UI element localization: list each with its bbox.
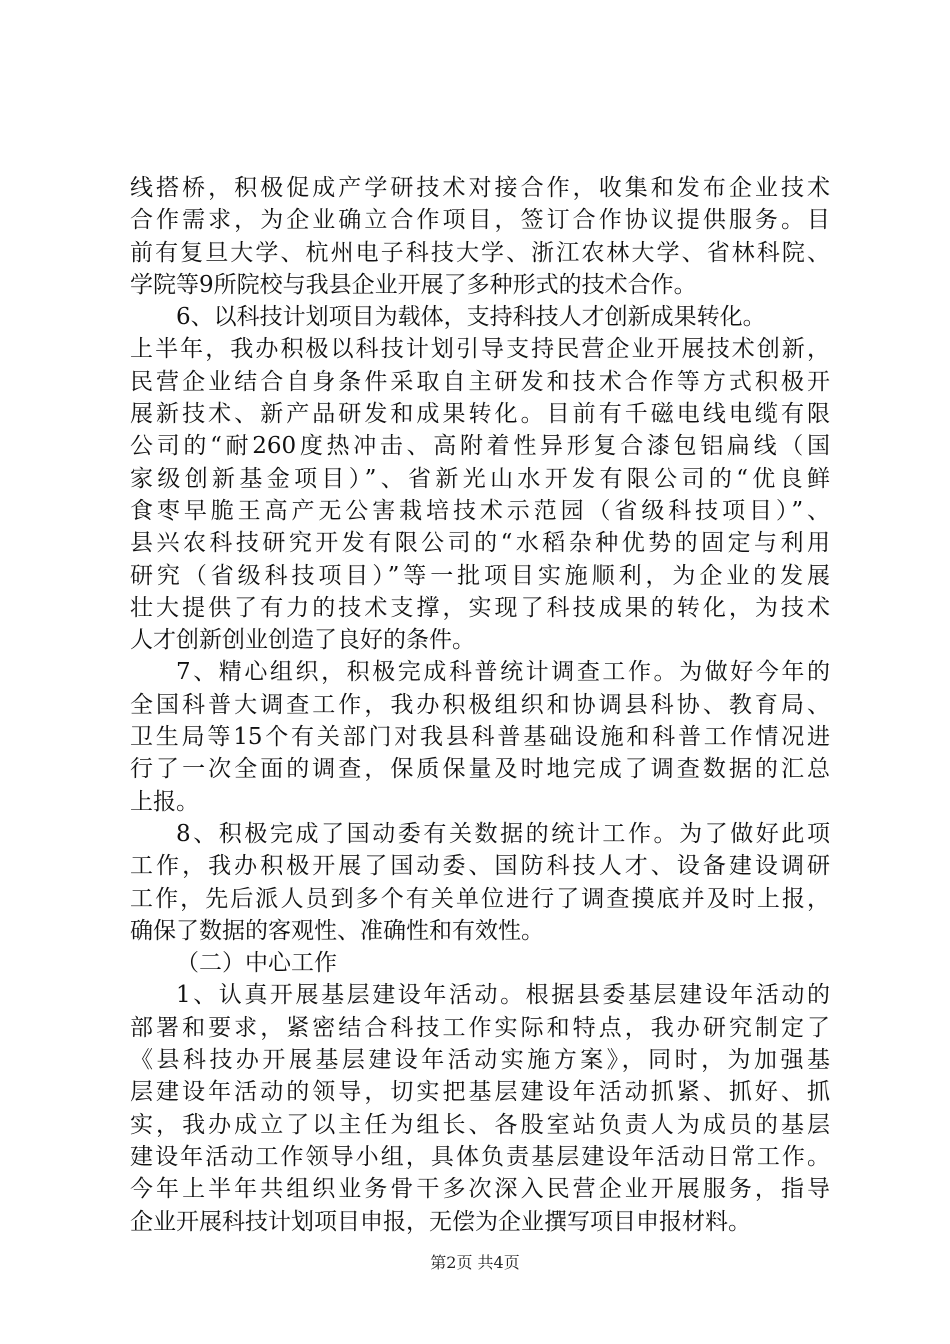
text-line: 行了一次全面的调查，保质保量及时地完成了调查数据的汇总 [130, 756, 830, 783]
text-line: 建设年活动工作领导小组，具体负责基层建设年活动日常工作。 [130, 1143, 830, 1170]
text-line: 工作，先后派人员到多个有关单位进行了调查摸底并及时上报， [130, 885, 830, 912]
section-heading: （二）中心工作 [176, 950, 337, 977]
paragraph-start-line: 7、精心组织，积极完成科普统计调查工作。为做好今年的 [176, 659, 830, 686]
text-line: 前有复旦大学、杭州电子科技大学、浙江农林大学、省林科院、 [130, 239, 830, 266]
text-line: 食枣早脆王高产无公害栽培技术示范园（省级科技项目）”、 [130, 497, 830, 524]
text-line: 全国科普大调查工作，我办积极组织和协调县科协、教育局、 [130, 691, 830, 718]
text-line: 线搭桥，积极促成产学研技术对接合作，收集和发布企业技术 [130, 175, 830, 201]
paragraph-start-line: 1、认真开展基层建设年活动。根据县委基层建设年活动的 [176, 982, 830, 1009]
paragraph-start-line: 8、积极完成了国动委有关数据的统计工作。为了做好此项 [176, 820, 830, 847]
document-body [130, 172, 830, 1238]
text-line: 上半年，我办积极以科技计划引导支持民营企业开展技术创新， [130, 336, 830, 363]
paragraph-start-line: 6、以科技计划项目为载体，支持科技人才创新成果转化。 [176, 304, 766, 331]
text-line: 县兴农科技研究开发有限公司的“水稻杂种优势的固定与利用 [130, 530, 830, 557]
text-line: 研究（省级科技项目）”等一批项目实施顺利，为企业的发展 [130, 562, 830, 589]
text-line: 实，我办成立了以主任为组长、各股室站负责人为成员的基层 [130, 1111, 830, 1138]
text-line: 企业开展科技计划项目申报，无偿为企业撰写项目申报材料。 [130, 1208, 751, 1235]
text-line: 公司的“耐260度热冲击、高附着性异形复合漆包铝扁线（国 [130, 433, 830, 460]
text-line: 卫生局等15个有关部门对我县科普基础设施和科普工作情况进 [130, 724, 830, 751]
text-line: 今年上半年共组织业务骨干多次深入民营企业开展服务，指导 [130, 1176, 830, 1203]
text-line: 确保了数据的客观性、准确性和有效性。 [130, 917, 544, 944]
text-line: 壮大提供了有力的技术支撑，实现了科技成果的转化，为技术 [130, 594, 830, 621]
text-line: 工作，我办积极开展了国动委、国防科技人才、设备建设调研 [130, 853, 830, 880]
text-line: 人才创新创业创造了良好的条件。 [130, 627, 475, 654]
page-footer: 第2页 共4页 [430, 1253, 520, 1272]
text-line: 展新技术、新产品研发和成果转化。目前有千磁电线电缆有限 [130, 401, 830, 428]
text-line: 《县科技办开展基层建设年活动实施方案》，同时，为加强基 [130, 1047, 830, 1074]
text-line: 合作需求，为企业确立合作项目，签订合作协议提供服务。目 [130, 207, 830, 234]
text-line: 上报。 [130, 788, 199, 815]
text-line: 层建设年活动的领导，切实把基层建设年活动抓紧、抓好、抓 [130, 1079, 830, 1106]
text-line: 民营企业结合自身条件采取自主研发和技术合作等方式积极开 [130, 368, 830, 395]
text-line: 学院等9所院校与我县企业开展了多种形式的技术合作。 [130, 271, 697, 298]
text-line: 部署和要求，紧密结合科技工作实际和特点，我办研究制定了 [130, 1014, 830, 1041]
text-line: 家级创新基金项目）”、省新光山水开发有限公司的“优良鲜 [130, 465, 830, 492]
